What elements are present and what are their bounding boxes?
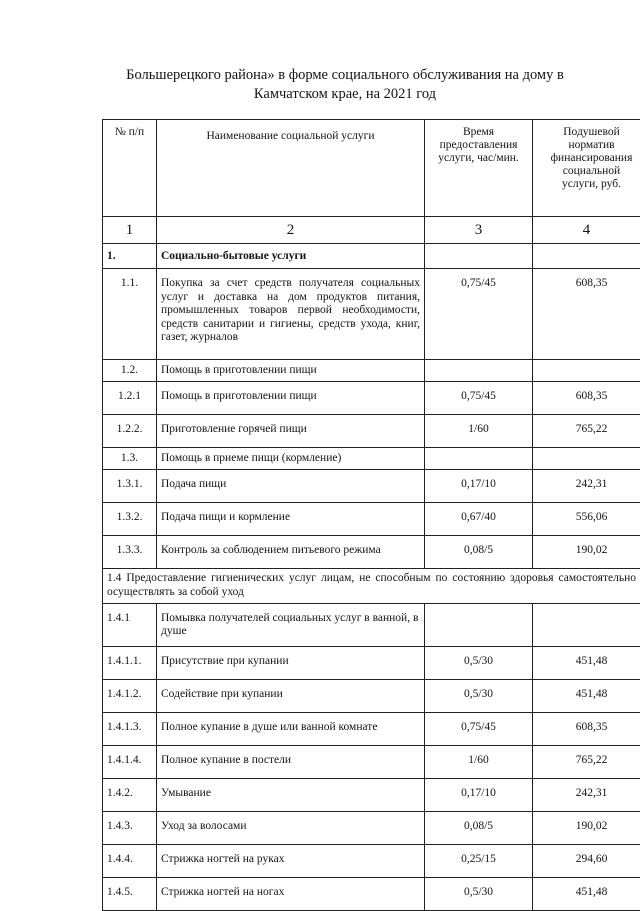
row-norm [533,448,640,470]
row-time [425,448,533,470]
row-norm: 765,22 [533,746,640,779]
row-time: 0,75/45 [425,269,533,360]
row-norm: 608,35 [533,713,640,746]
row-time [425,360,533,382]
section-num: 1. [103,244,157,269]
empty-cell [425,244,533,269]
row-time: 1/60 [425,746,533,779]
row-norm: 765,22 [533,415,640,448]
row-norm: 608,35 [533,269,640,360]
table-row [103,680,640,713]
row-time: 1/60 [425,415,533,448]
row-time: 0,08/5 [425,812,533,845]
section-row [103,244,640,269]
column-index: 4 [533,217,640,244]
header-time: Время предоставления услуги, час/мин. [425,120,533,217]
row-num: 1.3.2. [103,503,157,536]
row-name: Полное купание в постели [157,746,425,779]
row-time: 0,67/40 [425,503,533,536]
row-num: 1.4.5. [103,878,157,911]
row-name: Покупка за счет средств получателя социальных услуг и доставка на дом продуктов питания, промышленных товаров первой необходимости, средств санитарии и гигиены, средств ухода, книг, газет, журналов [157,269,425,360]
row-name: Присутствие при купании [157,647,425,680]
empty-cell [533,244,640,269]
row-name: Стрижка ногтей на руках [157,845,425,878]
row-name: Подача пищи [157,470,425,503]
row-num: 1.4.1 [103,604,157,647]
row-time: 0,25/15 [425,845,533,878]
row-norm: 242,31 [533,470,640,503]
row-norm: 190,02 [533,812,640,845]
row-name: Приготовление горячей пищи [157,415,425,448]
row-norm: 451,48 [533,878,640,911]
header-num: № п/п [103,120,157,217]
row-norm: 190,02 [533,536,640,569]
row-num: 1.4.1.4. [103,746,157,779]
row-norm: 451,48 [533,680,640,713]
row-num: 1.4.4. [103,845,157,878]
table-row [103,878,640,911]
table-row [103,713,640,746]
header-name: Наименование социальной услуги [157,120,425,217]
table-row [103,845,640,878]
row-name: Помощь в приготовлении пищи [157,382,425,415]
header-norm: Подушевой норматив финансирования социальной услуги, руб. [533,120,640,217]
column-index-row [103,217,640,244]
row-time: 0,5/30 [425,680,533,713]
row-num: 1.4.1.1. [103,647,157,680]
row-time: 0,17/10 [425,470,533,503]
row-num: 1.3.3. [103,536,157,569]
row-name: Стрижка ногтей на ногах [157,878,425,911]
row-norm: 608,35 [533,382,640,415]
table-row [103,415,640,448]
table-row [103,360,640,382]
table-row [103,779,640,812]
row-name: Полное купание в душе или ванной комнате [157,713,425,746]
row-num: 1.2.1 [103,382,157,415]
table-row [103,604,640,647]
title-line-2: Камчатском крае, на 2021 год [100,85,590,104]
row-norm [533,360,640,382]
table-row [103,746,640,779]
table-row [103,382,640,415]
row-name: Помощь в приеме пищи (кормление) [157,448,425,470]
row-name: Содействие при купании [157,680,425,713]
row-num: 1.3.1. [103,470,157,503]
table-row [103,812,640,845]
title-line-1: Большерецкого района» в форме социального обслуживания на дому в [100,66,590,85]
row-name: Уход за волосами [157,812,425,845]
table-row [103,470,640,503]
header-row [103,120,640,217]
row-time: 0,75/45 [425,713,533,746]
services-table [102,119,640,911]
row-norm: 242,31 [533,779,640,812]
table-row [103,269,640,360]
row-num: 1.4.3. [103,812,157,845]
row-time: 0,08/5 [425,536,533,569]
row-num: 1.4.1.3. [103,713,157,746]
row-num: 1.2.2. [103,415,157,448]
row-num: 1.4.2. [103,779,157,812]
row-time [425,604,533,647]
subsection-title: 1.4 Предоставление гигиенических услуг лицам, не способным по состоянию здоровья самостоятельно осуществлять за собой уход [103,569,640,604]
row-name: Умывание [157,779,425,812]
row-norm: 556,06 [533,503,640,536]
column-index: 1 [103,217,157,244]
column-index: 2 [157,217,425,244]
column-index: 3 [425,217,533,244]
table-row [103,536,640,569]
row-num: 1.3. [103,448,157,470]
table-row [103,448,640,470]
row-norm: 294,60 [533,845,640,878]
row-time: 0,75/45 [425,382,533,415]
row-name: Контроль за соблюдением питьевого режима [157,536,425,569]
table-row [103,647,640,680]
row-name: Помощь в приготовлении пищи [157,360,425,382]
row-num: 1.4.1.2. [103,680,157,713]
row-time: 0,5/30 [425,647,533,680]
row-time: 0,17/10 [425,779,533,812]
document-title [100,66,590,104]
row-num: 1.1. [103,269,157,360]
row-time: 0,5/30 [425,878,533,911]
row-norm: 451,48 [533,647,640,680]
subsection-row [103,569,640,604]
row-name: Подача пищи и кормление [157,503,425,536]
row-norm [533,604,640,647]
section-name: Социально-бытовые услуги [157,244,425,269]
row-name: Помывка получателей социальных услуг в ванной, в душе [157,604,425,647]
table-row [103,503,640,536]
row-num: 1.2. [103,360,157,382]
